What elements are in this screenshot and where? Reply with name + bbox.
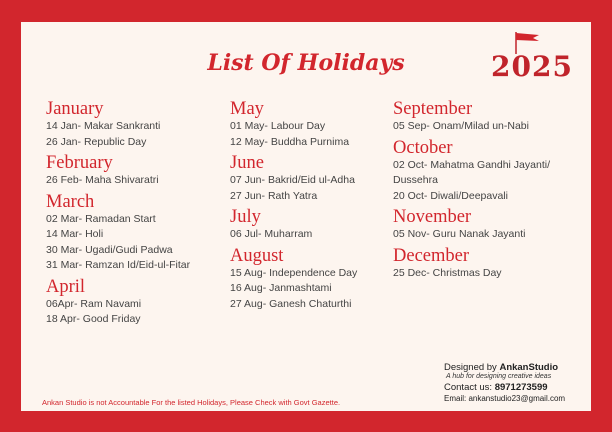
holiday-item: 01 May- Labour Day: [230, 120, 326, 132]
month-heading: December: [393, 245, 470, 266]
year-label: 2025: [491, 50, 573, 83]
holiday-item: 14 Mar- Holi: [46, 228, 104, 240]
column-3: [393, 99, 550, 281]
holiday-item: 16 Aug- Janmashtami: [230, 282, 332, 294]
designer-name: AnkanStudio: [499, 362, 559, 373]
holiday-item: 02 Mar- Ramadan Start: [46, 212, 156, 225]
holiday-item: 27 Jun- Rath Yatra: [230, 189, 318, 202]
contact-info: [444, 382, 548, 393]
month-heading: May: [230, 99, 264, 119]
holiday-item: 18 Apr- Good Friday: [46, 313, 141, 325]
holiday-item: 31 Mar- Ramzan Id/Eid-ul-Fitar: [46, 259, 191, 271]
holiday-item: 27 Aug- Ganesh Chaturthi: [230, 297, 352, 310]
page-title: List Of Holidays: [207, 50, 405, 76]
email-address: Email: ankanstudio23@gmail.com: [444, 394, 566, 403]
contact-number: 8971273599: [494, 382, 548, 393]
month-heading: September: [393, 99, 473, 119]
holiday-item: 15 Aug- Independence Day: [230, 266, 358, 279]
holiday-item: 02 Oct- Mahatma Gandhi Jayanti/: [393, 158, 550, 171]
holiday-item: 20 Oct- Diwali/Deepavali: [393, 189, 508, 202]
month-heading: April: [46, 276, 86, 297]
holiday-item: 26 Jan- Republic Day: [46, 135, 147, 148]
holiday-item: Dussehra: [393, 174, 438, 186]
contact-prefix: Contact us:: [444, 382, 495, 393]
month-heading: October: [393, 137, 453, 158]
holiday-item: 26 Feb- Maha Shivaratri: [46, 174, 159, 186]
holiday-item: 05 Sep- Onam/Milad un-Nabi: [393, 120, 529, 132]
month-heading: August: [230, 245, 284, 266]
holiday-item: 30 Mar- Ugadi/Gudi Padwa: [46, 243, 173, 256]
month-heading: February: [46, 153, 113, 173]
month-heading: June: [230, 153, 264, 173]
designed-by: [444, 362, 558, 373]
month-heading: November: [393, 207, 472, 227]
designed-prefix: Designed by: [444, 362, 500, 373]
month-heading: March: [46, 191, 95, 212]
column-1: [46, 99, 190, 328]
holiday-item: 25 Dec- Christmas Day: [393, 266, 502, 279]
disclaimer: Ankan Studio is not Accountable For the listed Holidays, Please Check with Govt Gazette.: [42, 398, 341, 407]
holiday-item: 05 Nov- Guru Nanak Jayanti: [393, 228, 526, 240]
holiday-item: 06Apr- Ram Navami: [46, 297, 142, 310]
month-heading: July: [230, 207, 261, 227]
holiday-item: 06 Jul- Muharram: [230, 228, 313, 240]
holiday-item: 07 Jun- Bakrid/Eid ul-Adha: [230, 174, 355, 186]
holiday-item: 14 Jan- Makar Sankranti: [46, 120, 161, 132]
holiday-item: 12 May- Buddha Purnima: [230, 135, 350, 148]
tagline: A hub for designing creative ideas: [446, 373, 552, 380]
month-heading: January: [46, 99, 104, 119]
column-2: [230, 99, 357, 312]
